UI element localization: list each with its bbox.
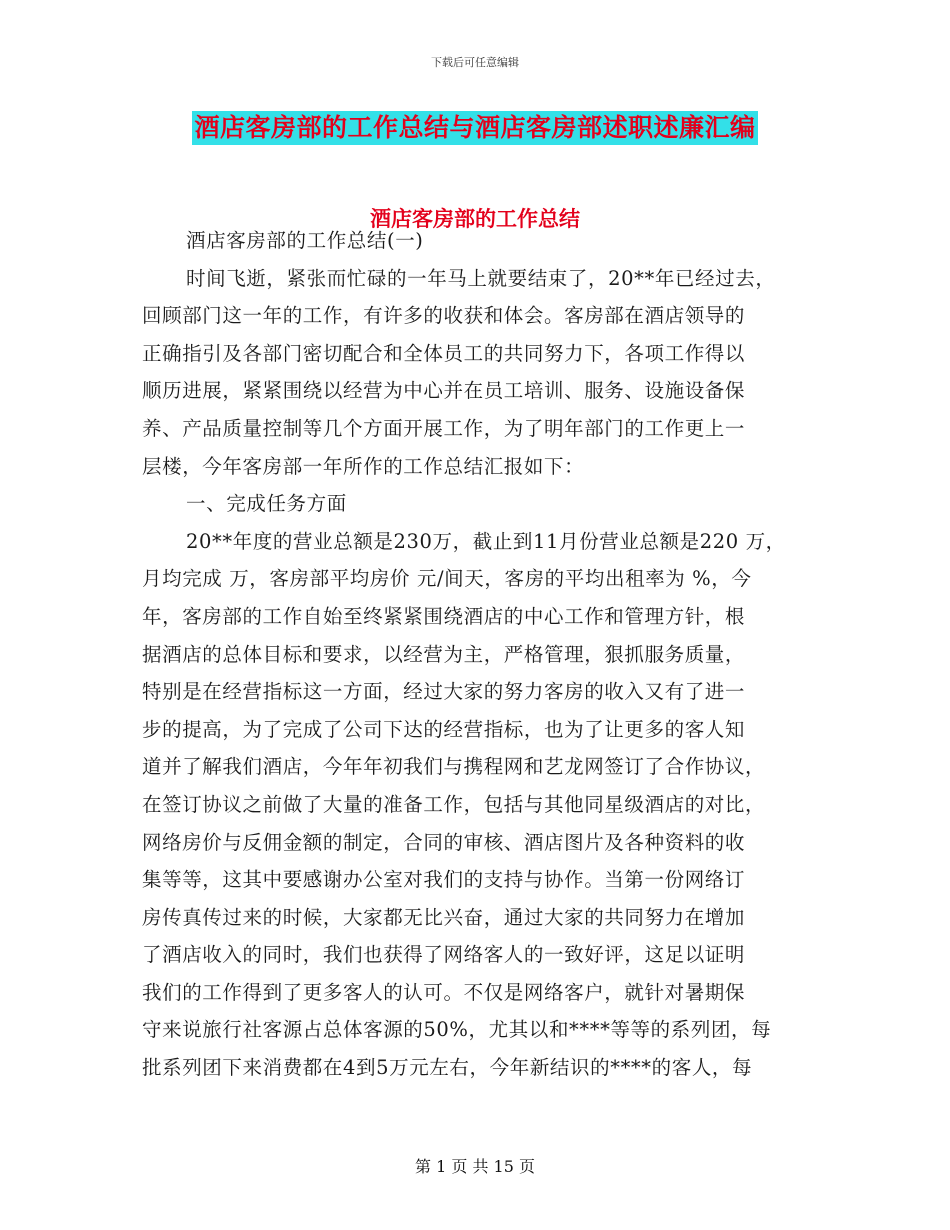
- paragraph-line: 特别是在经营指标这一方面，经过大家的努力客房的收入又有了进一: [142, 680, 746, 704]
- paragraph-line: 月均完成 万，客房部平均房价 元/间天，客房的平均出租率为 %，今: [142, 567, 752, 591]
- paragraph-line: 了酒店收入的同时，我们也获得了网络客人的一致好评，这足以证明: [142, 943, 746, 967]
- subheading: 酒店客房部的工作总结(一): [186, 229, 424, 252]
- header-note: 下载后可任意编辑: [431, 56, 519, 69]
- document-title-text: 酒店客房部的工作总结与酒店客房部述职述廉汇编: [192, 111, 757, 145]
- body-text: [142, 222, 822, 1087]
- paragraph-line: 据酒店的总体目标和要求，以经营为主，严格管理，狠抓服务质量，: [142, 642, 746, 666]
- subheading: 一、完成任务方面: [186, 492, 347, 516]
- paragraph-line: 道并了解我们酒店，今年年初我们与携程网和艺龙网签订了合作协议，: [142, 755, 766, 779]
- page-footer: 第 1 页 共 15 页: [415, 1157, 535, 1176]
- paragraph-line: 网络房价与反佣金额的制定，合同的审核、酒店图片及各种资料的收: [142, 830, 746, 854]
- paragraph-line: 集等等，这其中要感谢办公室对我们的支持与协作。当第一份网络订: [142, 868, 746, 892]
- paragraph-line: 层楼，今年客房部一年所作的工作总结汇报如下：: [142, 454, 585, 478]
- paragraph-line: 20**年度的营业总额是230万，截止到11月份营业总额是220 万，: [186, 529, 786, 553]
- paragraph-line: 顺历进展，紧紧围绕以经营为中心并在员工培训、服务、设施设备保: [142, 379, 746, 403]
- paragraph-line: 年，客房部的工作自始至终紧紧围绕酒店的中心工作和管理方针，根: [142, 604, 746, 628]
- paragraph-line: 在签订协议之前做了大量的准备工作，包括与其他同星级酒店的对比，: [142, 792, 766, 816]
- paragraph-line: 时间飞逝，紧张而忙碌的一年马上就要结束了，20**年已经过去，: [186, 266, 776, 290]
- section-title: 酒店客房部的工作总结: [370, 206, 580, 231]
- paragraph-line: 步的提高，为了完成了公司下达的经营指标，也为了让更多的客人知: [142, 717, 746, 741]
- paragraph-line: 房传真传过来的时候，大家都无比兴奋，通过大家的共同努力在增加: [142, 905, 746, 929]
- paragraph-line: 批系列团下来消费都在4到5万元左右，今年新结识的****的客人，每: [142, 1056, 753, 1080]
- paragraph-line: 回顾部门这一年的工作，有许多的收获和体会。客房部在酒店领导的: [142, 304, 746, 328]
- paragraph-line: 正确指引及各部门密切配合和全体员工的共同努力下，各项工作得以: [142, 341, 746, 365]
- paragraph-line: 我们的工作得到了更多客人的认可。不仅是网络客户，就针对暑期保: [142, 980, 746, 1004]
- paragraph-line: 养、产品质量控制等几个方面开展工作，为了明年部门的工作更上一: [142, 416, 746, 440]
- paragraph-line: 守来说旅行社客源占总体客源的50%，尤其以和****等等的系列团，每: [142, 1018, 772, 1042]
- document-title: [0, 111, 950, 145]
